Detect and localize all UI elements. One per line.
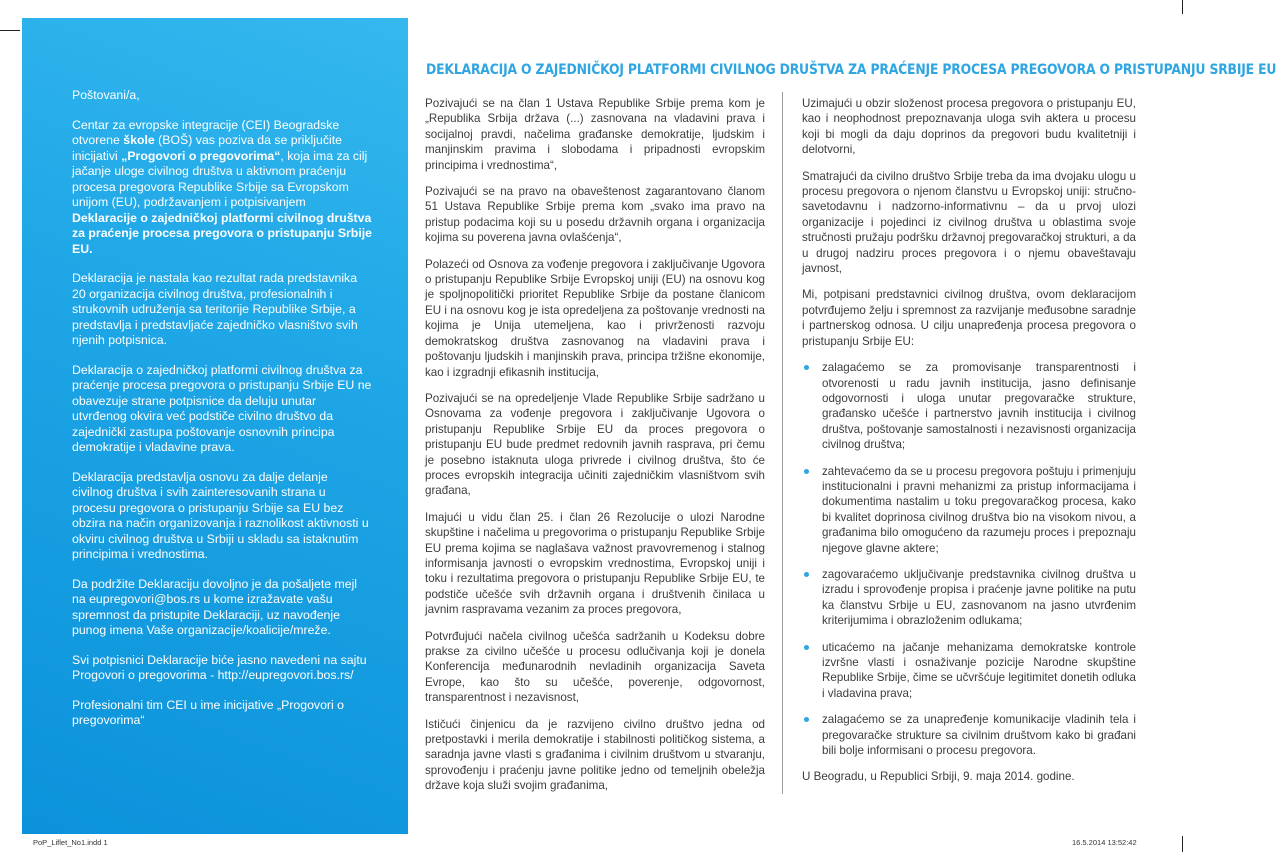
basis-paragraph: Deklaracija predstavlja osnovu za dalje delanje civilnog društva i svih zainteresovanih strana u procesu pregovora o pristupanju Srbije sa EU bez obzira na način organizovanja i raznolikost aktivnosti u okviru civilnog društva u Srbiji u skladu sa istaknutim principima i vrednostima. bbox=[72, 469, 369, 561]
text-span: , koja ima za cilj jačanje uloge civilnog društva u aktivnom praćenju procesa pregovora Republike Srbije sa Evropskom unijom (EU), podržavanjem i potpisivanjem bbox=[72, 148, 368, 209]
text-span: (BOŠ) vas poziva da se priključite inicijativi bbox=[72, 133, 342, 163]
list-item-text: zalagaćemo se za unapređenje komunikacije vladinih tela i pregovaračke strukture sa civilnim društvom kako bi građani bili bolje informisani o procesu pregovora. bbox=[822, 713, 1136, 758]
crop-mark bbox=[1182, 836, 1183, 852]
preamble-paragraph: Ističući činjenicu da je razvijeno civilno društvo jedna od pretpostavki i merila demokratije i stabilnosti političkog sistema, a saradnja javne vlasti s građanima i civilnim društvom u stvaranju, sprovođenju i praćenju javne politike jedno od temeljnih obeležja države koja služi svojim građanima, bbox=[425, 717, 765, 793]
bold-span: Deklaracije o zajedničkoj platformi civilnog društva za praćenje procesa pregovora o pristupanju Srbije EU. bbox=[72, 210, 372, 256]
column-left bbox=[425, 96, 765, 805]
bullet-icon bbox=[804, 717, 809, 722]
list-item-text: uticaćemo na jačanje mehanizama demokratske kontrole izvršne vlasti i osnaživanje pozicije Narodne skupštine Republike Srbije, čime se učvršćuje legitimitet donetih odluka i vladavina prava; bbox=[822, 640, 1136, 700]
closing-line: U Beogradu, u Republici Srbiji, 9. maja 2014. godine. bbox=[802, 770, 1075, 784]
origin-paragraph: Deklaracija je nastala kao rezultat rada predstavnika 20 organizacija civilnog društva, profesionalnih i strukovnih udruženja sa teritorije Republike Srbije, a predstavlja i predstavljaće zajedničko vlasništvo svih njenih potpisnica. bbox=[72, 271, 358, 347]
bullet-icon bbox=[804, 365, 809, 370]
bullet-icon bbox=[804, 572, 809, 577]
bullet-icon bbox=[804, 645, 809, 650]
greeting: Poštovani/a, bbox=[72, 88, 140, 102]
column-right bbox=[802, 96, 1136, 796]
list-item bbox=[802, 360, 1136, 452]
invitation-text bbox=[72, 88, 372, 743]
text-span: Centar za evropske integracije (CEI) Beogradske otvorene bbox=[72, 117, 340, 147]
crop-mark bbox=[1182, 0, 1183, 14]
list-item-text: zahtevaćemo da se u procesu pregovora poštuju i primenjuju institucionalni i pravni mehanizmi za pristup informacijama i dokumentima nastalim u toku pregovaračkog procesa, kako bi kvalitet doprinosa civilnog društva bio na visokom nivou, a građanima bilo omogućeno da razumeju proces i prepoznaju njegove glavne aktere; bbox=[822, 464, 1136, 555]
preamble-paragraph: Uzimajući u obzir složenost procesa pregovora o pristupanju EU, kao i neophodnost prepoznavanja uloga svih aktera u procesu koji bi mogli da daju doprinos da pregovori budu kvalitetniji i delotvorni, bbox=[802, 97, 1136, 157]
commitments-list bbox=[802, 360, 1136, 758]
support-paragraph: Da podržite Deklaraciju dovoljno je da pošaljete mejl na eupregovori@bos.rs u kome izražavate vašu spremnost da pristupite Deklaraciji, uz navođenje punog imena Vaše organizacije/koalicije/mreže. bbox=[72, 576, 358, 637]
signature-paragraph: Profesionalni tim CEI u ime inicijative „Progovori o pregovorima“ bbox=[72, 697, 345, 727]
declaration-title: DEKLARACIJA O ZAJEDNIČKOJ PLATFORMI CIVILNOG DRUŠTVA ZA PRAĆENJE PROCESA PREGOVORA O PRISTUPANJU SRBIJE EU bbox=[426, 62, 1276, 78]
scope-paragraph: Deklaracija o zajedničkoj platformi civilnog društva za praćenje procesa pregovora o pristupanju Srbije EU ne obavezuje strane potpisnice da deluju unutar utvrđenog okvira već podstiče civilno društvo da zajednički zastupa poštovanje osnovnih principa demokratije i vladavine prava. bbox=[72, 362, 372, 454]
preamble-paragraph: Pozivajući se na opredeljenje Vlade Republike Srbije sadržano u Osnovama za vođenje pregovora i zaključivanje Ugovora o pristupanju Republike Srbije EU da proces pregovora o pristupanju EU bude predmet redovnih javnih rasprava, pri čemu je posebno istaknuta uloga privrede i civilnog društva, što će proces evropskih integracija učiniti zajedničkim vlasništvom svih građana, bbox=[425, 391, 765, 498]
file-slug: PoP_Liflet_No1.indd 1 bbox=[33, 838, 108, 847]
preamble-paragraph: Pozivajući se na član 1 Ustava Republike Srbije prema kom je „Republika Srbija država (...) zasnovana na vladavini prava i socijalnoj pravdi, načelima građanske demokratije, ljudskim i manjinskim pravima i slobodama i pripadnosti evropskim principima i vrednostima“, bbox=[425, 97, 765, 172]
list-item bbox=[802, 464, 1136, 556]
commitment-intro: Mi, potpisani predstavnici civilnog društva, ovom deklaracijom potvrđujemo želju i spremnost za razvijanje međusobne saradnje i partnerskog odnosa. U cilju unapređenja procesa pregovora o pristupanju Srbije EU: bbox=[802, 288, 1136, 348]
list-item bbox=[802, 640, 1136, 702]
preamble-paragraph: Potvrđujući načela civilnog učešća sadržanih u Kodeksu dobre prakse za civilno učešće u procesu odlučivanja koji je donela Konferencija međunarodnih nevladinih organizacija Saveta Evrope, kao što su učešće, poverenje, odgovornost, transparentnost i nezavisnost, bbox=[425, 629, 765, 705]
print-timestamp: 16.5.2014 13:52:42 bbox=[1072, 838, 1137, 847]
list-item-text: zalagaćemo se za promovisanje transparentnosti i otvorenosti u radu javnih institucija, jasno definisanje odgovornosti i uloga unutar pregovaračke strukture, građansko učešće i partnerstvo javnih institucija i civilnog društva, poštovanje samostalnosti i nezavisnosti organizacija civilnog društva; bbox=[822, 361, 1136, 452]
preamble-paragraph: Pozivajući se na pravo na obaveštenost zagarantovano članom 51 Ustava Republike Srbije prema kom „svako ima pravo na pristup podacima koji su u posedu državnih organa i organizacija kojima su poverena javna ovlašćenja“, bbox=[425, 185, 765, 245]
bold-span: škole bbox=[123, 133, 155, 147]
crop-mark bbox=[0, 30, 20, 31]
preamble-paragraph: Imajući u vidu član 25. i član 26 Rezolucije o ulozi Narodne skupštine i načelima u pregovorima o pristupanju Republike Srbije EU prema kojima se naglašava važnost pravovremenog i stalnog informisanja javnosti o evropskim vrednostima, Evropskoj uniji i toku i rezultatima pregovora o pristupanju Republike Srbije EU, te podstiče učešće svih državnih organa i društvenih činilaca u javnim raspravama vezanim za proces pregovora, bbox=[425, 510, 765, 617]
column-divider bbox=[782, 92, 783, 794]
bold-span: „Progovori o pregovorima“ bbox=[121, 148, 281, 163]
invitation-paragraph bbox=[72, 118, 372, 258]
preamble-paragraph: Smatrajući da civilno društvo Srbije treba da ima dvojaku ulogu u procesu pregovora o njenom članstvu u Evropskoj uniji: stručno-savetodavnu i nadzorno-informativnu – da u prvoj ulozi organizacije i pojedinci iz civilnog društva u oblastima svoje stručnosti pružaju podršku državnoj pregovaračkoj strukturi, a da u drugoj nadziru proces pregovora i o njemu obaveštavaju javnost, bbox=[802, 169, 1136, 276]
signatories-paragraph: Svi potpisnici Deklaracije biće jasno navedeni na sajtu Progovori o pregovorima - http://eupregovori.bos.rs/ bbox=[72, 652, 367, 682]
list-item bbox=[802, 567, 1136, 629]
list-item bbox=[802, 712, 1136, 758]
list-item-text: zagovaraćemo uključivanje predstavnika civilnog društva u izradu i sprovođenje propisa i praćenje javne politike na putu ka članstvu Srbije u EU, zasnovanom na jasno utvrđenim kriterijumima i obrazloženim odlukama; bbox=[822, 567, 1136, 628]
preamble-paragraph: Polazeći od Osnova za vođenje pregovora i zaključivanje Ugovora o pristupanju Republike Srbije Evropskoj uniji (EU) na osnovu kog je spoljnopolitički prioritet Republike Srbije da postane članicom EU i na osnovu kog je ista opredeljena za poštovanje vrednosti na kojima je Unija utemeljena, kao i privrženosti razvoju demokratskog društva zasnovanog na vladavini prava i poštovanju ljudskih i manjinskih prava, principa tržišne ekonomije, kao i izgradnji efikasnih institucija, bbox=[425, 257, 765, 379]
bullet-icon bbox=[804, 469, 809, 474]
